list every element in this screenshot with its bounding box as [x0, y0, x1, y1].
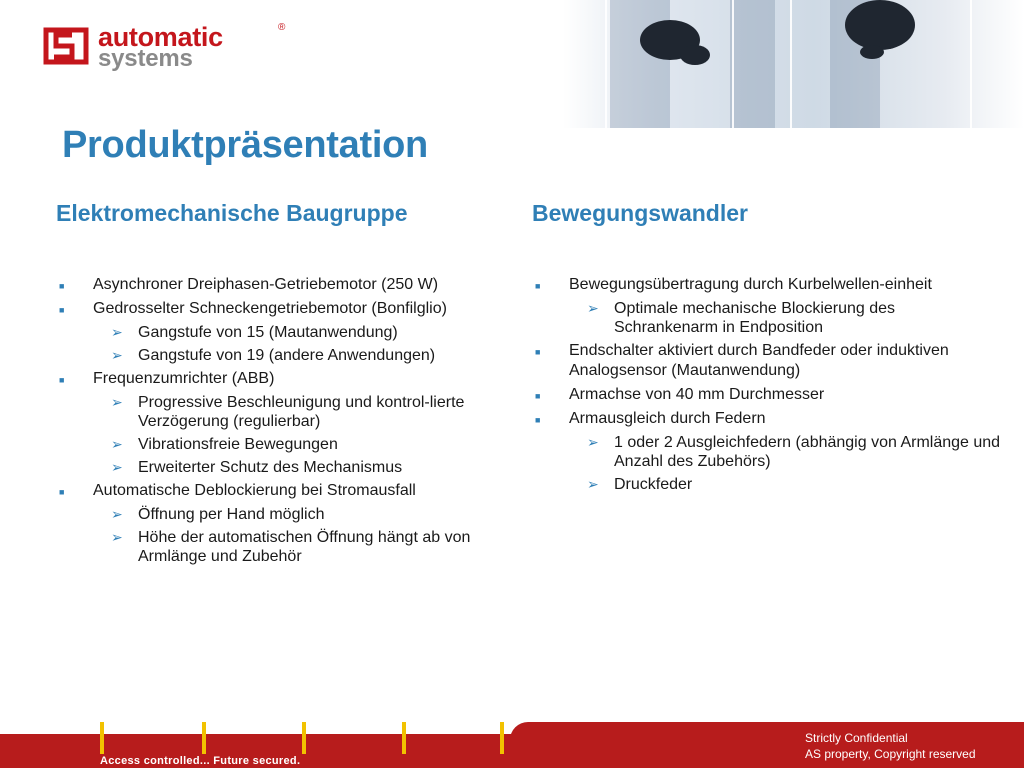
footer-bar: [0, 722, 1024, 768]
arrowhead-bullet-icon: ➢: [587, 476, 599, 492]
sub-list-item-text: Gangstufe von 19 (andere Anwendungen): [138, 347, 436, 364]
left-column-heading: Elektromechanische Baugruppe: [56, 200, 408, 226]
square-bullet-icon: ■: [59, 281, 65, 291]
sub-list-item-text: Höhe der automatischen Öffnung hängt ab von Armlänge und Zubehör: [138, 529, 471, 565]
sub-list-item-text: Gangstufe von 15 (Mautanwendung): [138, 324, 398, 341]
sub-list-item-text: Erweiterter Schutz des Mechanismus: [138, 459, 403, 476]
footer-tick-mark: [100, 722, 104, 754]
sub-list-item-text: 1 oder 2 Ausgleichfedern (abhängig von Armlänge und Anzahl des Zubehörs): [614, 434, 1001, 470]
sub-list: [569, 299, 1002, 337]
footer-slogan: Access controlled... Future secured.: [100, 755, 301, 767]
sub-list-item-text: Öffnung per Hand möglich: [138, 506, 325, 523]
list-item-text: Gedrosselter Schneckengetriebemotor (Bonfilglio): [93, 300, 447, 317]
right-column-heading: Bewegungswandler: [532, 200, 748, 226]
list-item-text: Bewegungsübertragung durch Kurbelwellen-einheit: [569, 276, 932, 293]
square-bullet-icon: ■: [535, 415, 541, 425]
arrowhead-bullet-icon: ➢: [111, 506, 123, 522]
logo-registered-mark: ®: [278, 22, 286, 33]
arrowhead-bullet-icon: ➢: [111, 436, 123, 452]
list-item-text: Frequenzumrichter (ABB): [93, 370, 275, 387]
right-bullet-list: [532, 275, 1002, 494]
sub-list: [93, 393, 516, 477]
sub-list: [93, 505, 516, 566]
list-item-text: Asynchroner Dreiphasen-Getriebemotor (250 W): [93, 276, 439, 293]
sub-list-item: [93, 505, 516, 524]
footer-tick-mark: [202, 722, 206, 754]
confidentiality-notice: [805, 730, 976, 762]
right-column: [532, 198, 1002, 498]
square-bullet-icon: ■: [535, 391, 541, 401]
left-bullet-list: [56, 275, 516, 566]
sub-list-item: [569, 475, 1002, 494]
footer-tick-mark: [402, 722, 406, 754]
sub-list-item: [569, 299, 1002, 337]
sub-list-item-text: Vibrationsfreie Bewegungen: [138, 436, 338, 453]
logo-mark-icon: [42, 26, 90, 66]
arrowhead-bullet-icon: ➢: [587, 434, 599, 450]
list-item: [532, 409, 1002, 494]
square-bullet-icon: ■: [59, 305, 65, 315]
page-title: Produktpräsentation: [62, 124, 428, 166]
sub-list-item-text: Optimale mechanische Blockierung des Schrankenarm in Endposition: [614, 300, 896, 336]
sub-list-item: [93, 528, 516, 566]
arrowhead-bullet-icon: ➢: [587, 300, 599, 316]
sub-list-item: [93, 393, 516, 431]
confidentiality-line-1: Strictly Confidential: [805, 731, 908, 745]
header-photo: [500, 0, 1024, 128]
left-column: [56, 198, 516, 570]
footer-tick-mark: [302, 722, 306, 754]
sub-list-item: [93, 435, 516, 454]
sub-list-item: [569, 433, 1002, 471]
arrowhead-bullet-icon: ➢: [111, 394, 123, 410]
list-item: [532, 385, 1002, 405]
list-item-text: Endschalter aktiviert durch Bandfeder oder induktiven Analogsensor (Mautanwendung): [569, 342, 949, 379]
company-logo: [42, 22, 286, 72]
arrowhead-bullet-icon: ➢: [111, 347, 123, 363]
square-bullet-icon: ■: [535, 281, 541, 291]
list-item-text: Automatische Deblockierung bei Stromausfall: [93, 482, 416, 499]
list-item: [56, 369, 516, 477]
sub-list-item: [93, 346, 516, 365]
list-item: [56, 299, 516, 365]
arrowhead-bullet-icon: ➢: [111, 324, 123, 340]
confidentiality-line-2: AS property, Copyright reserved: [805, 747, 976, 761]
list-item: [56, 275, 516, 295]
logo-word-systems: systems: [98, 45, 193, 72]
sub-list-item: [93, 323, 516, 342]
arrowhead-bullet-icon: ➢: [111, 529, 123, 545]
logo-word-automatic: automatic: [98, 22, 223, 52]
sub-list-item-text: Druckfeder: [614, 476, 693, 493]
square-bullet-icon: ■: [59, 375, 65, 385]
square-bullet-icon: ■: [535, 347, 541, 357]
arrowhead-bullet-icon: ➢: [111, 459, 123, 475]
square-bullet-icon: ■: [59, 487, 65, 497]
sub-list-item-text: Progressive Beschleunigung und kontrol-lierte Verzögerung (regulierbar): [138, 394, 465, 430]
sub-list-item: [93, 458, 516, 477]
list-item: [532, 275, 1002, 337]
sub-list: [569, 433, 1002, 494]
sub-list: [93, 323, 516, 365]
footer-tick-mark: [500, 722, 504, 754]
list-item-text: Armachse von 40 mm Durchmesser: [569, 386, 825, 403]
list-item-text: Armausgleich durch Federn: [569, 410, 766, 427]
list-item: [56, 481, 516, 566]
list-item: [532, 341, 1002, 381]
